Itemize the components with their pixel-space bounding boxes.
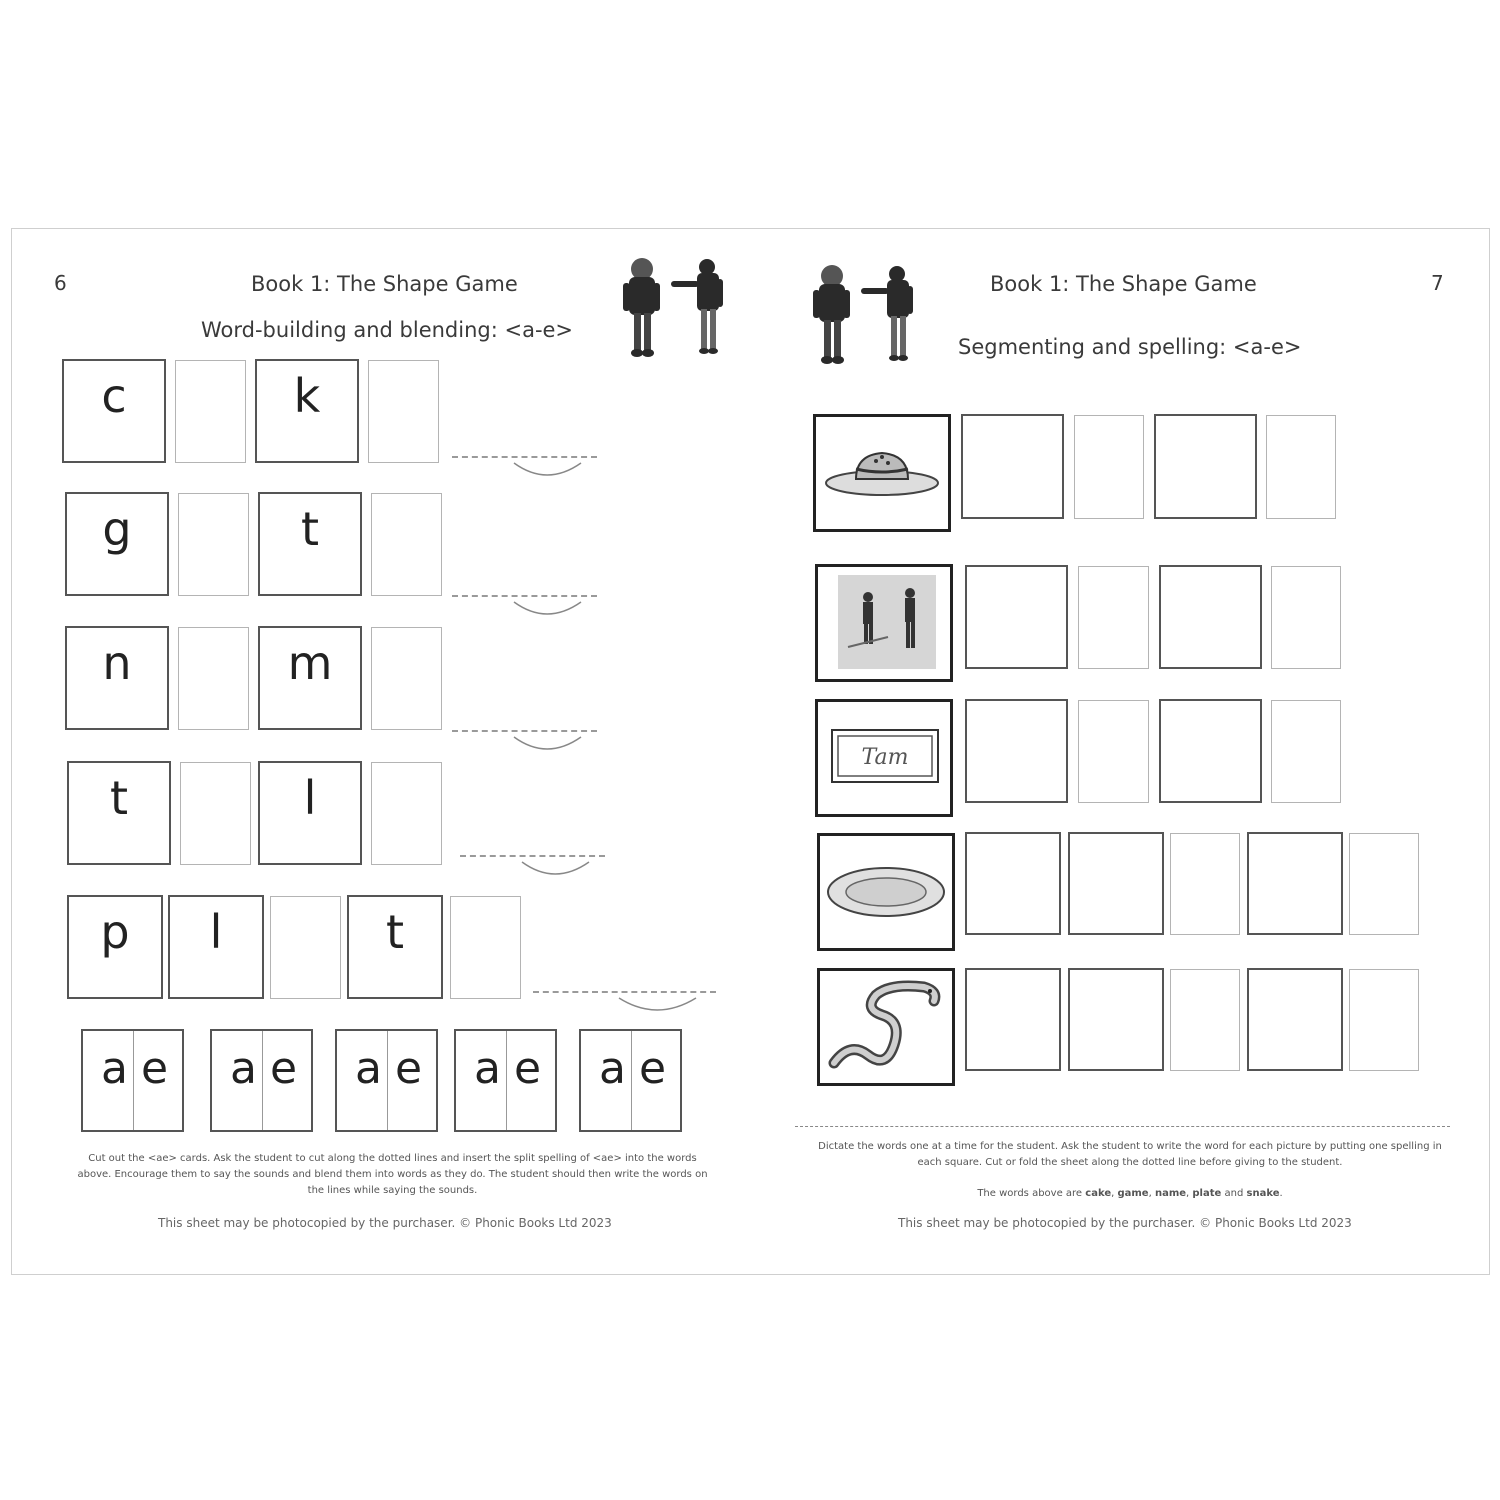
game-icon — [818, 567, 950, 679]
blank-box — [175, 360, 246, 463]
blank-box — [178, 627, 249, 730]
card-letter-e: e — [639, 1043, 667, 1094]
spelling-box[interactable] — [1078, 566, 1149, 669]
split-digraph-arc — [615, 994, 700, 1016]
blank-box — [270, 896, 341, 999]
letter: m — [287, 636, 333, 690]
card-letter-a: a — [599, 1043, 626, 1094]
letter-box-t — [67, 761, 171, 865]
letter-box-t — [258, 492, 362, 596]
cut-line — [795, 1126, 1450, 1127]
answer-word: plate — [1192, 1188, 1222, 1199]
letter: l — [209, 905, 223, 959]
card-letter-a: a — [230, 1043, 257, 1094]
spelling-box[interactable] — [1074, 415, 1144, 519]
answer-word: game — [1117, 1188, 1149, 1199]
ae-card[interactable] — [81, 1029, 184, 1132]
spelling-box[interactable] — [1271, 566, 1341, 669]
letter-box-t — [347, 895, 443, 999]
name-picture — [815, 699, 953, 817]
spelling-box[interactable] — [1349, 969, 1419, 1071]
card-letter-e: e — [395, 1043, 423, 1094]
spelling-box[interactable] — [1266, 415, 1336, 519]
letter-box-m — [258, 626, 362, 730]
spelling-box[interactable] — [965, 832, 1061, 935]
name-tag-label: Tam — [861, 745, 909, 770]
split-digraph-arc — [510, 459, 585, 481]
split-digraph-arc — [510, 598, 585, 620]
write-line — [452, 595, 597, 597]
name-tag-icon — [818, 702, 950, 814]
letter: l — [303, 771, 317, 825]
letter-box-n — [65, 626, 169, 730]
blank-box — [180, 762, 251, 865]
spelling-box[interactable] — [1247, 968, 1343, 1071]
letter: c — [101, 369, 127, 423]
write-line — [452, 730, 597, 732]
spelling-box[interactable] — [1247, 832, 1343, 935]
spelling-box[interactable] — [1170, 833, 1240, 935]
spelling-box[interactable] — [1159, 699, 1262, 803]
letter-box-l — [168, 895, 264, 999]
blank-box — [450, 896, 521, 999]
letter: n — [102, 636, 132, 690]
spelling-box[interactable] — [1078, 700, 1149, 803]
characters-illustration — [615, 255, 735, 365]
write-line — [452, 456, 597, 458]
letter: t — [300, 502, 320, 556]
spelling-box[interactable] — [1068, 968, 1164, 1071]
letter: p — [100, 905, 130, 959]
blank-box — [371, 762, 442, 865]
left-page-title: Book 1: The Shape Game — [251, 272, 518, 296]
write-line — [460, 855, 605, 857]
spelling-box[interactable] — [1170, 969, 1240, 1071]
left-page-subtitle: Word-building and blending: <a-e> — [201, 318, 574, 342]
card-letter-a: a — [101, 1043, 128, 1094]
letter: t — [385, 905, 405, 959]
snake-icon — [820, 971, 952, 1083]
right-page-number: 7 — [1431, 271, 1444, 295]
card-letter-e: e — [141, 1043, 169, 1094]
cake-picture — [813, 414, 951, 532]
plate-icon — [820, 836, 952, 948]
letter: k — [293, 369, 321, 423]
spelling-box[interactable] — [965, 968, 1061, 1071]
cake-icon — [816, 417, 948, 529]
write-line — [533, 991, 716, 993]
letter-box-k — [255, 359, 359, 463]
right-page-subtitle: Segmenting and spelling: <a-e> — [958, 335, 1302, 359]
card-letter-e: e — [514, 1043, 542, 1094]
letter-box-l — [258, 761, 362, 865]
right-copyright: This sheet may be photocopied by the purchaser. © Phonic Books Ltd 2023 — [898, 1216, 1352, 1230]
right-page-title: Book 1: The Shape Game — [990, 272, 1257, 296]
spelling-box[interactable] — [961, 414, 1064, 519]
answer-word: name — [1154, 1188, 1187, 1199]
split-digraph-arc — [510, 733, 585, 755]
letter: t — [109, 771, 129, 825]
letter-box-p — [67, 895, 163, 999]
ae-card[interactable] — [335, 1029, 438, 1132]
spelling-box[interactable] — [1159, 565, 1262, 669]
answer-joiner: and — [1224, 1188, 1244, 1199]
spelling-box[interactable] — [1068, 832, 1164, 935]
blank-box — [368, 360, 439, 463]
blank-box — [371, 493, 442, 596]
spelling-box[interactable] — [1271, 700, 1341, 803]
characters-illustration — [805, 262, 925, 372]
letter: g — [102, 502, 132, 556]
answer-line: The words above are cake, game, name, plate and snake. — [977, 1188, 1283, 1199]
left-copyright: This sheet may be photocopied by the purchaser. © Phonic Books Ltd 2023 — [158, 1216, 612, 1230]
ae-card[interactable] — [579, 1029, 682, 1132]
right-instructions: Dictate the words one at a time for the student. Ask the student to write the word for each picture by putting one spelling in each square. Cut or fold the sheet along the dotted line before giving to the student. — [818, 1141, 1442, 1168]
plate-picture — [817, 833, 955, 951]
blank-box — [178, 493, 249, 596]
left-page-number: 6 — [54, 271, 67, 295]
card-letter-e: e — [270, 1043, 298, 1094]
ae-card[interactable] — [454, 1029, 557, 1132]
answer-word: cake — [1085, 1188, 1112, 1199]
spelling-box[interactable] — [1349, 833, 1419, 935]
card-letter-a: a — [355, 1043, 382, 1094]
game-picture — [815, 564, 953, 682]
ae-card[interactable] — [210, 1029, 313, 1132]
spelling-box[interactable] — [965, 565, 1068, 669]
letter-box-c — [62, 359, 166, 463]
letter-box-g — [65, 492, 169, 596]
card-letter-a: a — [474, 1043, 501, 1094]
blank-box — [371, 627, 442, 730]
spelling-box[interactable] — [1154, 414, 1257, 519]
spelling-box[interactable] — [965, 699, 1068, 803]
snake-picture — [817, 968, 955, 1086]
left-instructions: Cut out the <ae> cards. Ask the student to cut along the dotted lines and insert the split spelling of <ae> into the words above. Encourage them to say the sounds and blend them into words as they do. The student should then write the words on the lines while saying the sounds. — [77, 1153, 708, 1196]
answer-prefix: The words above are — [977, 1188, 1083, 1199]
split-digraph-arc — [518, 858, 593, 880]
answer-word: snake — [1246, 1188, 1280, 1199]
